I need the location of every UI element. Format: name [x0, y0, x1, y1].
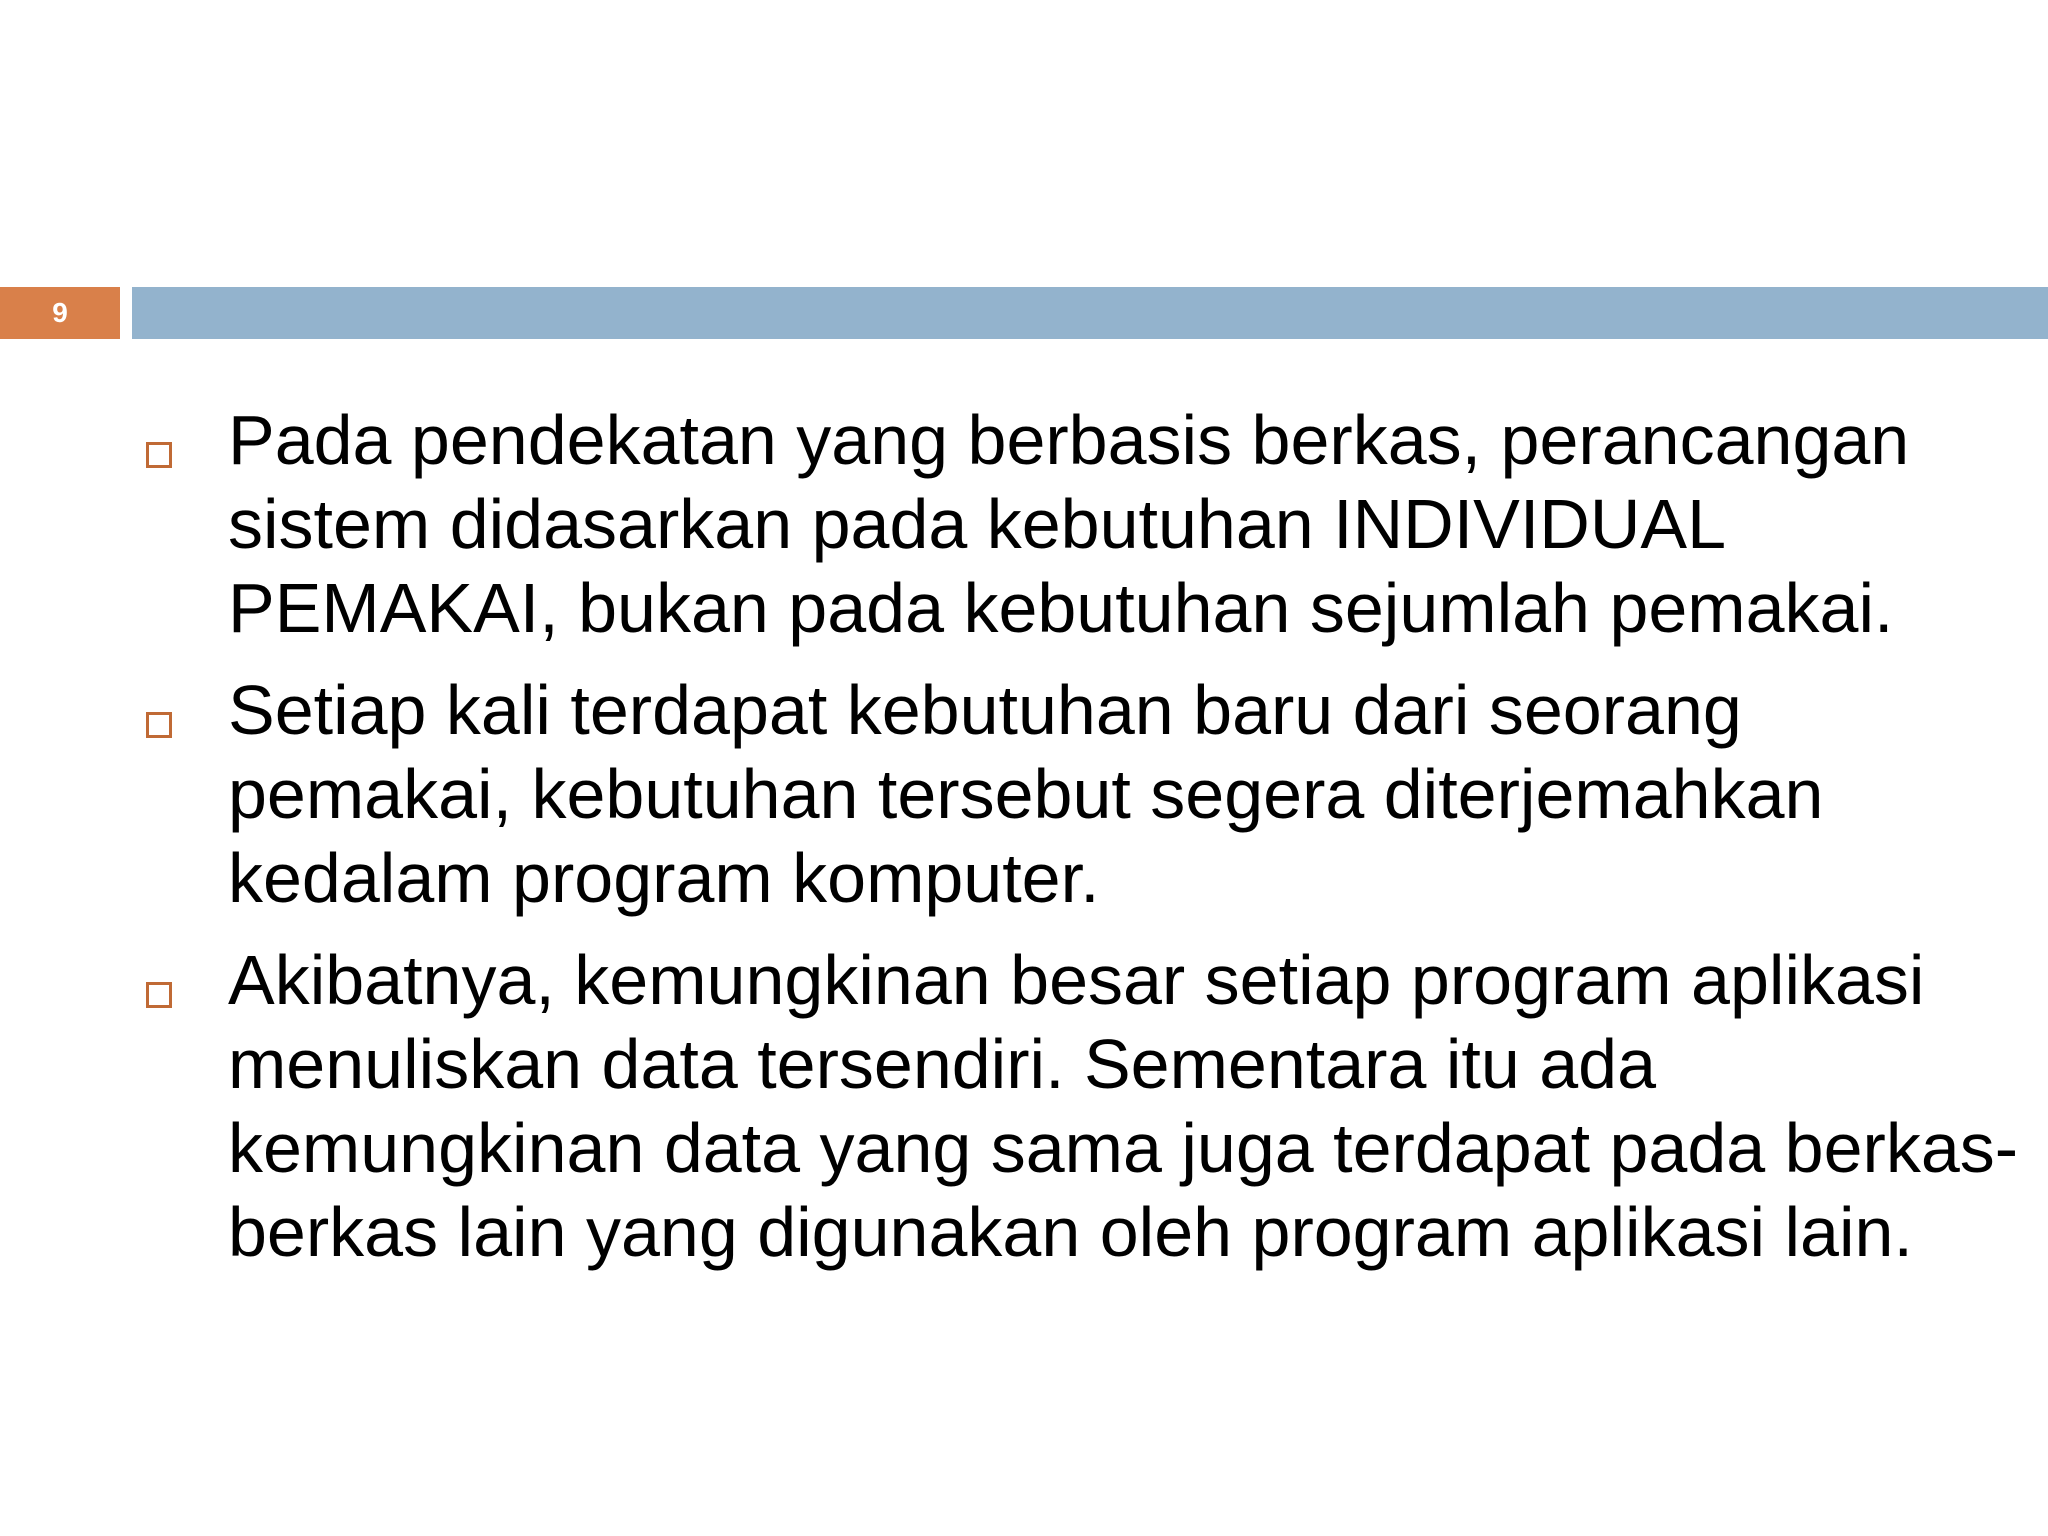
bullet-item — [142, 938, 2022, 1274]
hollow-square-bullet-icon — [146, 442, 172, 468]
header-bar — [132, 287, 2048, 339]
slide-number-badge — [0, 287, 120, 339]
bullet-item — [142, 668, 2022, 920]
hollow-square-bullet-icon — [146, 712, 172, 738]
bullet-text: Setiap kali terdapat kebutuhan baru dari seorang pemakai, kebutuhan tersebut segera diterjemahkan kedalam program komputer. — [228, 671, 1824, 917]
slide-content — [142, 398, 2022, 1274]
hollow-square-bullet-icon — [146, 982, 172, 1008]
slide-number: 9 — [52, 297, 68, 328]
bullet-text: Akibatnya, kemungkinan besar setiap program aplikasi menuliskan data tersendiri. Sementara itu ada kemungkinan data yang sama juga terdapat pada berkas-berkas lain yang digunakan oleh program aplikasi lain. — [228, 941, 2019, 1271]
bullet-item — [142, 398, 2022, 650]
bullet-text: Pada pendekatan yang berbasis berkas, perancangan sistem didasarkan pada kebutuhan INDIVIDUAL PEMAKAI, bukan pada kebutuhan sejumlah pemakai. — [228, 401, 1910, 647]
